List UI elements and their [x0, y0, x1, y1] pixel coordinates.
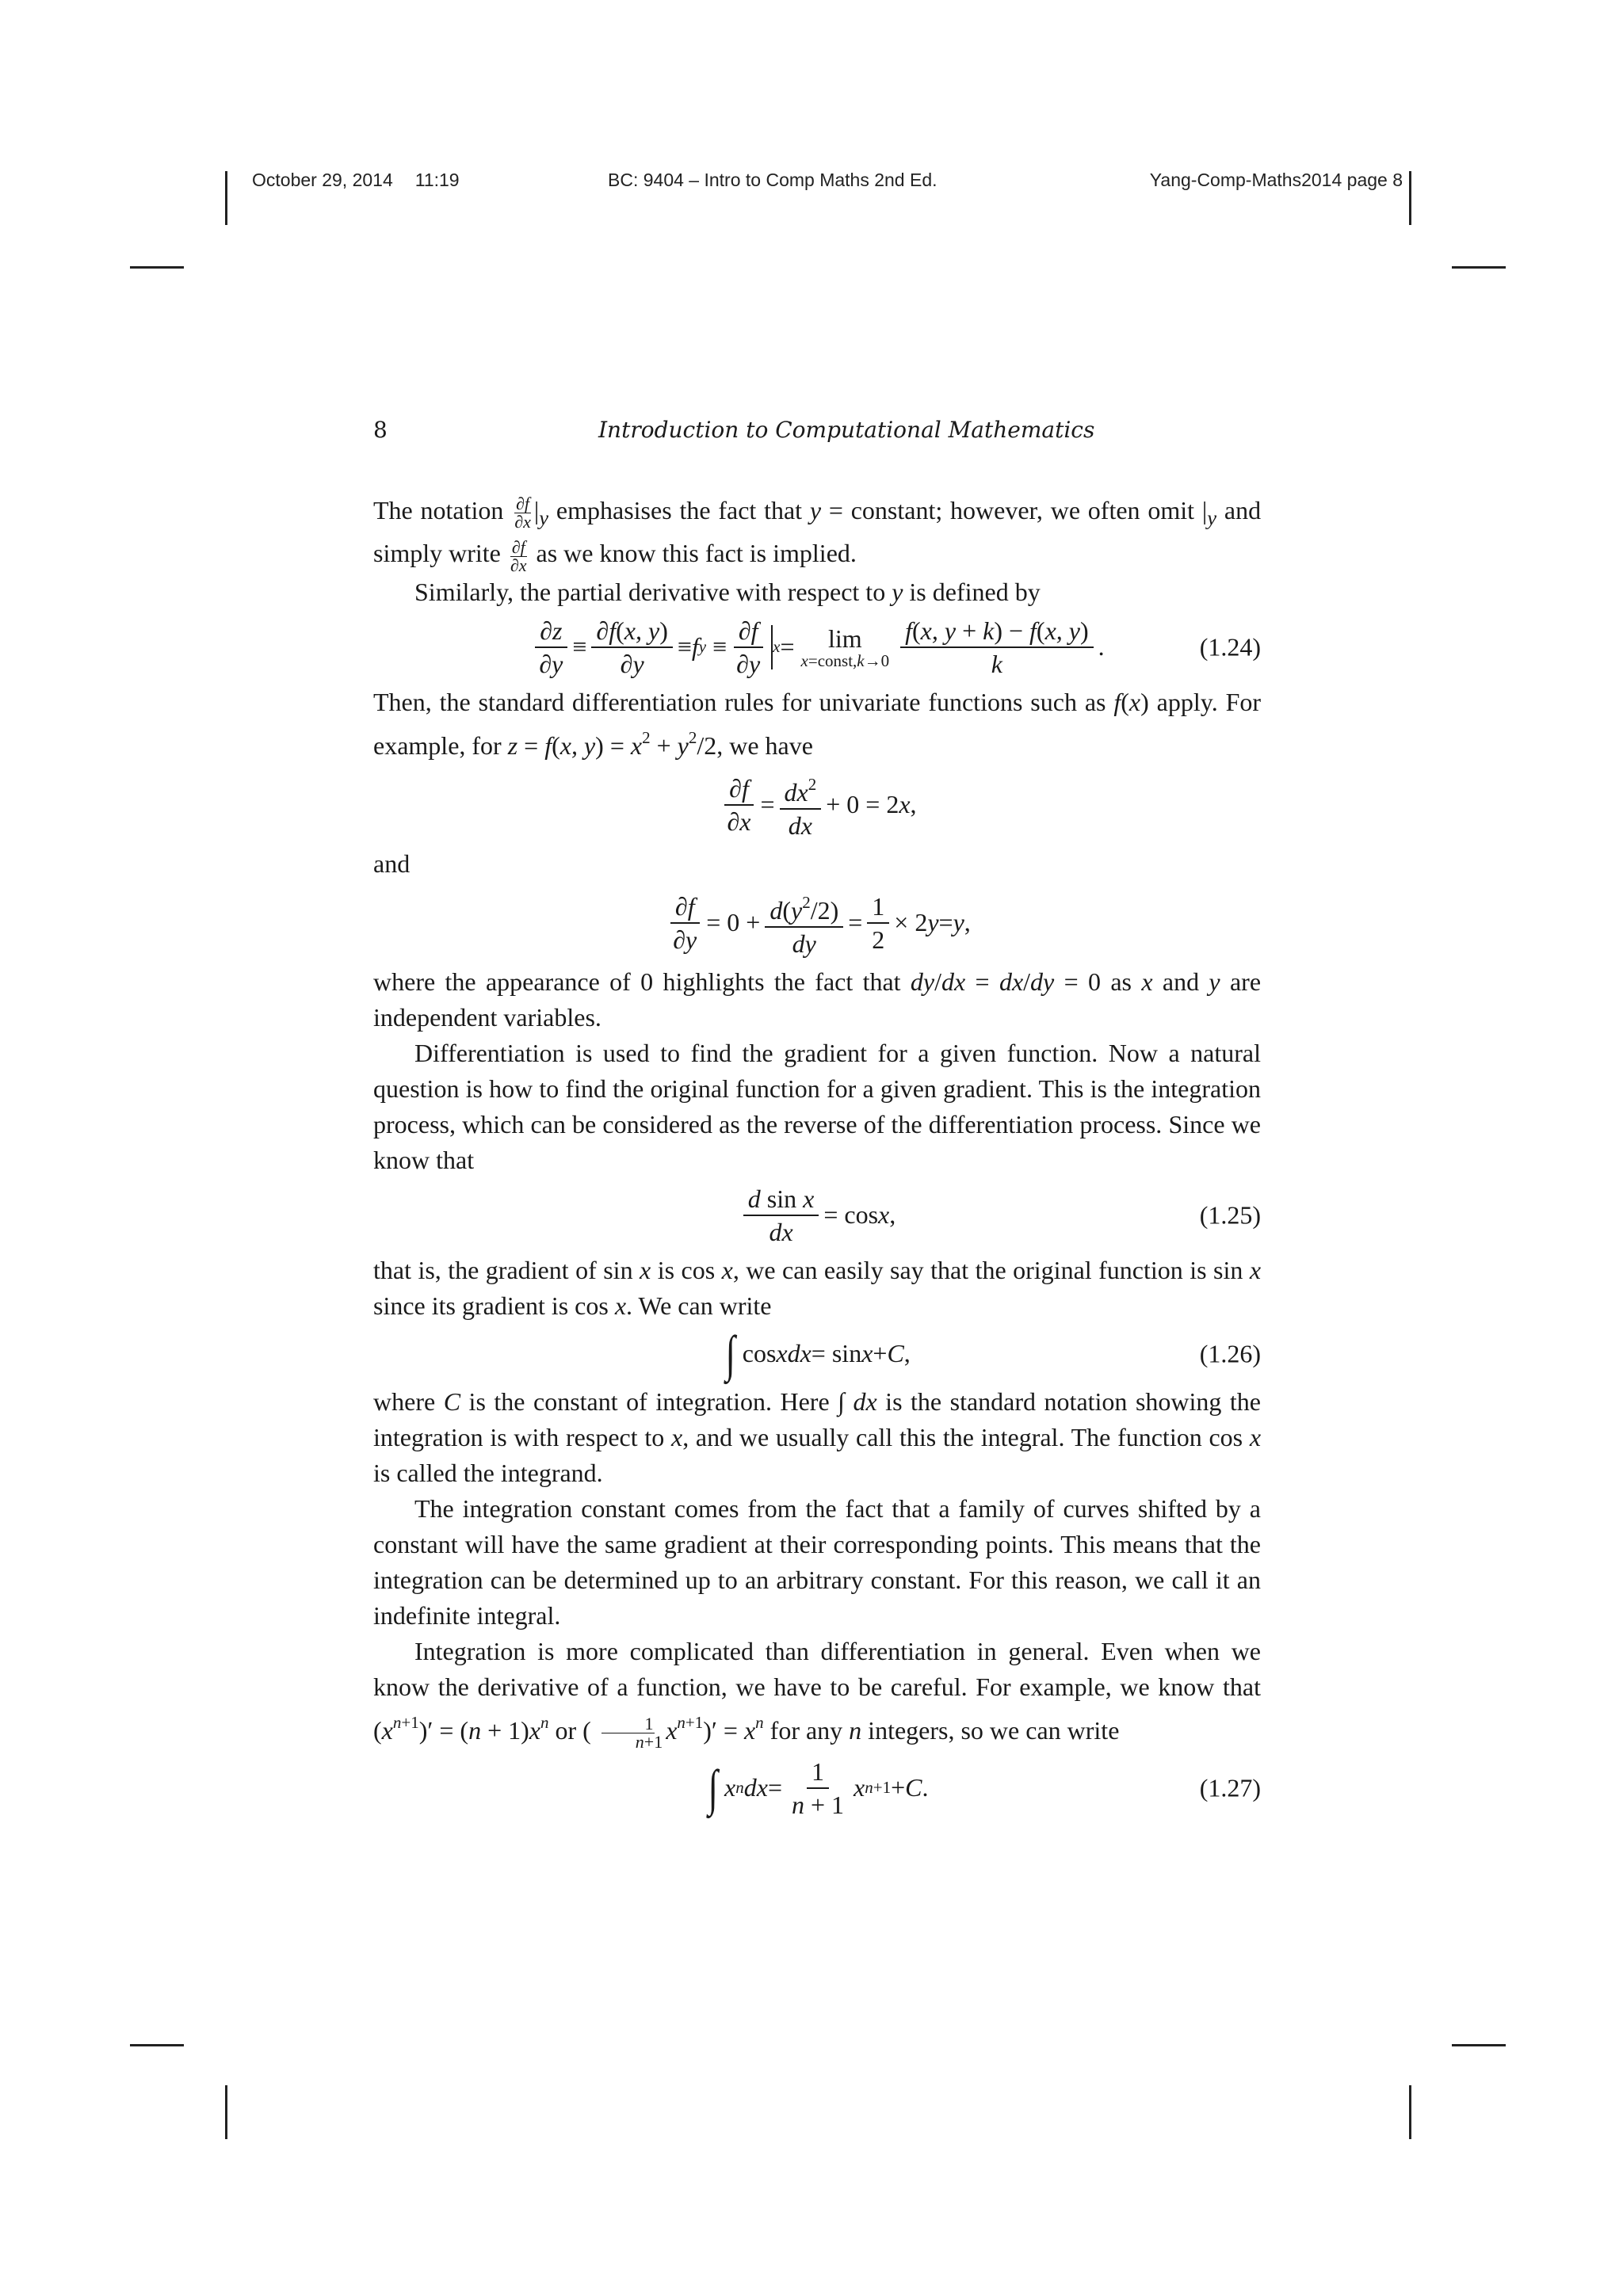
running-title: Introduction to Computational Mathematics [598, 417, 1095, 443]
equation-number: (1.26) [1199, 1339, 1261, 1368]
equation-number: (1.24) [1199, 632, 1261, 662]
crop-mark [225, 2085, 227, 2139]
body-text [373, 493, 1261, 1825]
crop-mark [1409, 2085, 1411, 2139]
crop-mark [1452, 2044, 1506, 2046]
paragraph: Differentiation is used to find the gradient for a given function. Now a natural question is how to find the original function for a given gradient. This is the integration process, which can be considered as the reverse of the differentiation process. Since we know that [373, 1038, 1261, 1174]
paragraph: Integration is more complicated than differentiation in general. Even when we know the derivative of a function, we have to be careful. For example, we know that $(x^{n+1})' = (n + 1)x^n$ or ( $\frac{1}{n+1}$ $x^{n+1})' = x^n$ for any n integers, so we can write [373, 1636, 1261, 1752]
equation-number: (1.25) [1199, 1200, 1261, 1230]
crop-mark [130, 266, 184, 269]
header-date: October 29, 2014 11:19 [252, 170, 460, 190]
paragraph: and [373, 849, 411, 878]
paragraph: Similarly, the partial derivative with respect to y is defined by [414, 577, 1041, 606]
header-file-page: Yang-Comp-Maths2014 page 8 [1149, 170, 1403, 190]
page-number: 8 [373, 417, 388, 443]
equation-df-dy: $\frac{\partial f}{\partial y}$ = 0 + $\frac{d(y^2/2)}{dy}$ = $\frac{1}{2}$ × 2 y = y , [373, 887, 1261, 959]
equation-1-26: ∫ cos x dx = sin x + C , (1.26) [725, 1325, 1261, 1382]
equation-1-24: $\frac{\partial z}{\partial y}$ ≡ $\frac{\partial f(x, y)}{\partial y}$ ≡ f y ≡ $\frac{\partial f}{\partial y}$ x = lim x=const,k→0 $\frac{f(x, y + k) - f(x, y)}{k}$ . (1.24) [373, 615, 1261, 680]
equation-1-27: ∫ x n dx = $\frac{1}{n + 1}$ x n+1 + C . (1.27) [708, 1756, 1261, 1819]
equation-number: (1.27) [1199, 1773, 1261, 1802]
paragraph: that is, the gradient of sin x is cos x, we can easily say that the original function is sin x since its gradient is cos x. We can write [373, 1255, 1262, 1320]
paragraph: The integration constant comes from the fact that a family of curves shifted by a constant will have the same gradient at their corresponding points. This means that the integration can be determined up to an arbitrary constant. For this reason, we call it an indefinite integral. [373, 1493, 1261, 1630]
crop-mark [225, 171, 227, 225]
crop-mark [1452, 266, 1506, 269]
crop-mark [130, 2044, 184, 2046]
equation-1-25: $\frac{\text{d sin x}}{dx}$ = cos x , (1.25) [373, 1183, 1261, 1248]
crop-mark [1409, 171, 1411, 225]
paragraph: where the appearance of 0 highlights the fact that dy/dx = dx/dy = 0 as x and y are independent variables. [373, 967, 1262, 1032]
paragraph: where C is the constant of integration. Here ∫ dx is the standard notation showing the integration is with respect to x, and we usually call this the integral. The function cos x is called the integrand. [373, 1386, 1262, 1487]
header-book: BC: 9404 – Intro to Comp Maths 2nd Ed. [608, 170, 938, 190]
header-time: 11:19 [414, 170, 460, 190]
paragraph: Then, the standard differentiation rules for univariate functions such as f(x) apply. For example, for z = f(x, $y) = x^2 + y^2/2$, we have [373, 687, 1262, 760]
paragraph: The notation $\frac{\partial f}{\partial x}$ $|_y$ emphasises the fact that y = constant; however, we often omit $|_y$ and simply write $\frac{\partial f}{\partial x}$ as we know this fact is implied. [373, 494, 1262, 575]
equation-df-dx: $\frac{\partial f}{\partial x}$ = $\frac{dx^2}{dx}$ + 0 = 2 x , [373, 769, 1261, 841]
